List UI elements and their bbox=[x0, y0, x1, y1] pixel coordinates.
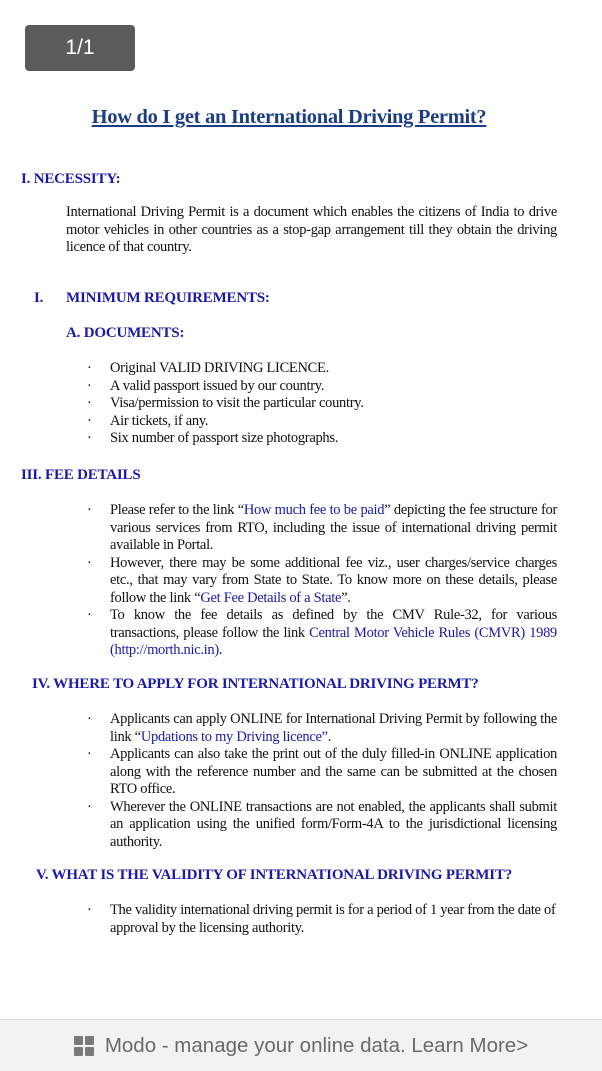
documents-subheading: A. DOCUMENTS: bbox=[66, 325, 185, 341]
necessity-heading: I. NECESSITY: bbox=[21, 171, 121, 187]
fee-item-text: . bbox=[218, 642, 223, 658]
validity-heading: V. WHAT IS THE VALIDITY OF INTERNATIONAL DRIVING PERMIT? bbox=[36, 867, 512, 883]
page-indicator-badge: 1/1 bbox=[25, 25, 135, 71]
list-item bbox=[110, 502, 557, 555]
list-item: · A valid passport issued by our country. bbox=[110, 378, 557, 396]
list-item bbox=[110, 555, 557, 608]
list-item: · Air tickets, if any. bbox=[110, 413, 557, 431]
list-item: · Six number of passport size photographs. bbox=[110, 430, 557, 448]
validity-list bbox=[110, 902, 557, 937]
list-item bbox=[110, 711, 557, 746]
fee-item-text: To know the fee details as defined by the CMV Rule-32, for various transactions, please follow the link bbox=[110, 607, 557, 641]
fee-amount-link[interactable]: How much fee to be paid bbox=[243, 502, 385, 518]
modo-logo-icon bbox=[74, 1036, 94, 1056]
state-fee-details-link[interactable]: Get Fee Details of a State bbox=[200, 589, 342, 606]
list-item: · Applicants can also take the print out of the duly filled-in ONLINE application along with the reference number and the same can be submitted at the chosen RTO office. bbox=[110, 746, 557, 799]
fee-details-list bbox=[110, 502, 557, 660]
minimum-requirements-label: MINIMUM REQUIREMENTS: bbox=[66, 290, 270, 306]
fee-item-text: ”. bbox=[341, 589, 351, 606]
cmvr-rules-link[interactable]: Central Motor Vehicle Rules (CMVR) 1989 (http://morth.nic.in) bbox=[110, 624, 558, 658]
list-item bbox=[110, 607, 557, 660]
documents-list bbox=[110, 360, 557, 448]
list-item: · The validity international driving permit is for a period of 1 year from the date of approval by the licensing authority. bbox=[110, 902, 557, 937]
apply-item-text: Applicants can apply ONLINE for International Driving Permit by following the link “ bbox=[110, 711, 557, 745]
where-to-apply-heading: IV. WHERE TO APPLY FOR INTERNATIONAL DRIVING PERMT? bbox=[32, 676, 479, 692]
fee-item-text: ” depicting the fee structure for various services from RTO, including the issue of international driving permit available in Portal. bbox=[110, 502, 558, 553]
fee-item-text: Please refer to the link “ bbox=[110, 502, 244, 518]
where-to-apply-list bbox=[110, 711, 557, 851]
apply-item-text: . bbox=[327, 728, 332, 745]
minimum-requirements-heading bbox=[21, 290, 270, 307]
list-item: · Visa/permission to visit the particular country. bbox=[110, 395, 557, 413]
document-title: How do I get an International Driving Permit? bbox=[91, 106, 487, 128]
modo-ad-text[interactable]: Modo - manage your online data. Learn More> bbox=[104, 1033, 529, 1057]
fee-details-heading: III. FEE DETAILS bbox=[21, 467, 141, 483]
modo-ad-banner[interactable] bbox=[0, 1019, 602, 1071]
list-item: · Wherever the ONLINE transactions are not enabled, the applicants shall submit an application using the unified form/Form-4A to the jurisdictional licensing authority. bbox=[110, 799, 557, 852]
driving-licence-updations-link[interactable]: Updations to my Driving licence” bbox=[140, 728, 328, 745]
list-item: · Original VALID DRIVING LICENCE. bbox=[110, 360, 557, 378]
minimum-requirements-number: I. bbox=[34, 290, 44, 306]
necessity-text: International Driving Permit is a document which enables the citizens of India to drive motor vehicles in other countries as a stop-gap arrangement till they obtain the driving licence of that country. bbox=[66, 204, 557, 255]
fee-item-text: However, there may be some additional fee viz., user charges/service charges etc., that may vary from State to State. To know more on these details, please follow the link “ bbox=[110, 554, 557, 606]
